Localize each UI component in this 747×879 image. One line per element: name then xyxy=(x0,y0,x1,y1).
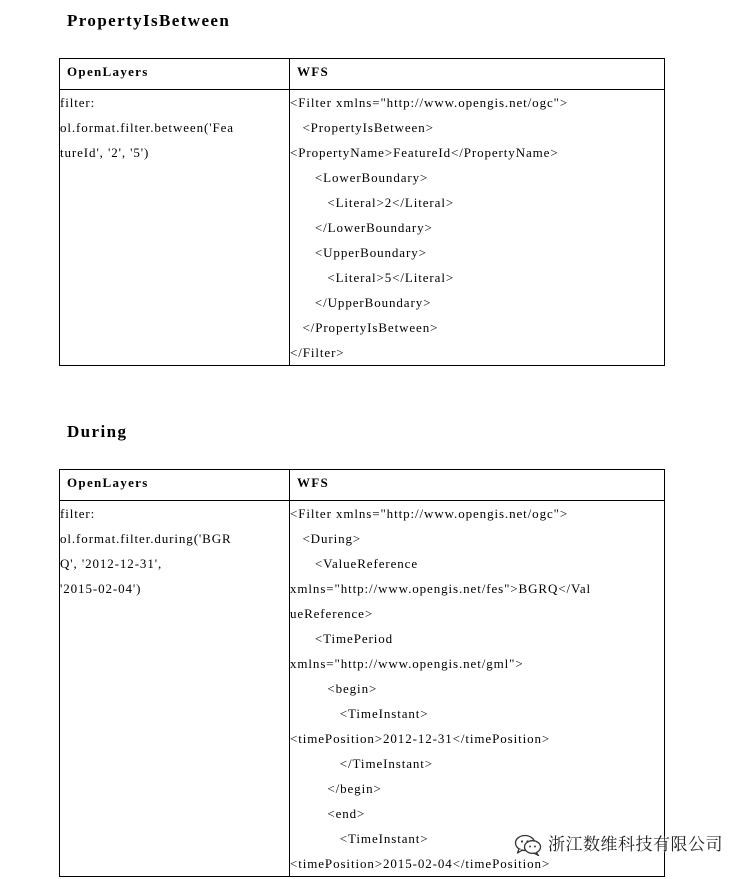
code-line: filter: xyxy=(60,506,96,521)
code-line: Q', '2012-12-31', xyxy=(60,556,163,571)
code-line: xmlns="http://www.opengis.net/fes">BGRQ</Val xyxy=(290,581,592,596)
code-line: xmlns="http://www.opengis.net/gml"> xyxy=(290,656,524,671)
code-line: </begin> xyxy=(290,781,382,796)
code-line: <PropertyIsBetween> xyxy=(290,120,434,135)
code-line: <begin> xyxy=(290,681,378,696)
code-line: filter: xyxy=(60,95,96,110)
openlayers-column-header: OpenLayers xyxy=(60,470,290,501)
code-line: <Literal>5</Literal> xyxy=(290,270,455,285)
openlayers-code-cell xyxy=(60,501,290,877)
cell-content xyxy=(290,501,664,876)
code-line: <timePosition>2015-02-04</timePosition> xyxy=(290,856,551,871)
code-line: <LowerBoundary> xyxy=(290,170,429,185)
openlayers-column-header: OpenLayers xyxy=(60,59,290,90)
wechat-icon xyxy=(514,834,542,856)
section-title-during: During xyxy=(67,422,128,441)
cell-content xyxy=(60,501,289,876)
code-line: <TimePeriod xyxy=(290,631,394,646)
code-line: <During> xyxy=(290,531,362,546)
watermark xyxy=(514,834,723,856)
code-line: <timePosition>2012-12-31</timePosition> xyxy=(290,731,551,746)
wfs-column-header: WFS xyxy=(290,59,665,90)
code-line: <Filter xmlns="http://www.opengis.net/ogc"> xyxy=(290,95,569,110)
openlayers-code-cell xyxy=(60,90,290,366)
code-line: </TimeInstant> xyxy=(290,756,434,771)
code-line: ol.format.filter.during('BGR xyxy=(60,531,232,546)
watermark-text: 浙江数维科技有限公司 xyxy=(548,835,723,855)
code-line: <Filter xmlns="http://www.opengis.net/ogc"> xyxy=(290,506,569,521)
table-row xyxy=(60,501,665,877)
code-line: <TimeInstant> xyxy=(290,831,429,846)
wfs-code-cell xyxy=(290,501,665,877)
table-header-row xyxy=(60,59,665,90)
code-line: ol.format.filter.between('Fea xyxy=(60,120,234,135)
code-line: </Filter> xyxy=(290,345,345,360)
section-title-property-is-between: PropertyIsBetween xyxy=(67,11,231,30)
wfs-code-cell xyxy=(290,90,665,366)
code-line: <TimeInstant> xyxy=(290,706,429,721)
code-line: ueReference> xyxy=(290,606,374,621)
code-line: <UpperBoundary> xyxy=(290,245,427,260)
code-line: <end> xyxy=(290,806,366,821)
code-line: '2015-02-04') xyxy=(60,581,142,596)
code-line: <Literal>2</Literal> xyxy=(290,195,455,210)
code-line: </LowerBoundary> xyxy=(290,220,433,235)
code-line: <PropertyName>FeatureId</PropertyName> xyxy=(290,145,559,160)
code-line: <ValueReference xyxy=(290,556,419,571)
code-line: </UpperBoundary> xyxy=(290,295,432,310)
table-row xyxy=(60,90,665,366)
code-line: tureId', '2', '5') xyxy=(60,145,150,160)
wfs-column-header: WFS xyxy=(290,470,665,501)
code-line: </PropertyIsBetween> xyxy=(290,320,439,335)
table-header-row xyxy=(60,470,665,501)
during-table xyxy=(59,469,665,877)
property-is-between-table xyxy=(59,58,665,366)
